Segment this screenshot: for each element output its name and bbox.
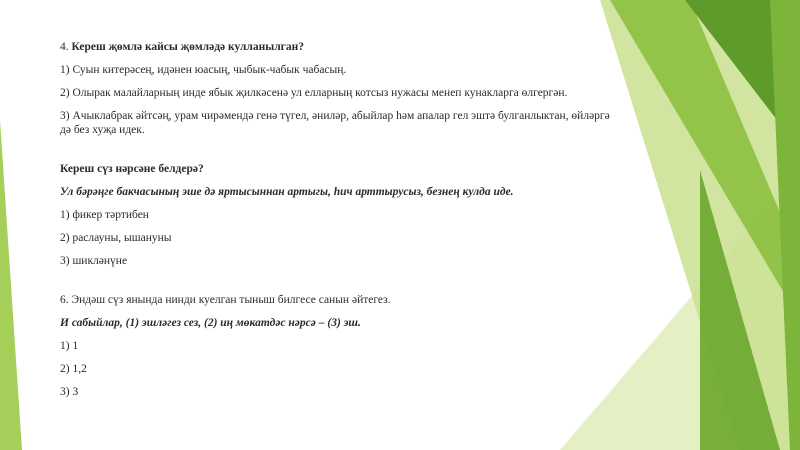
q6-option-1: 1) 1: [60, 340, 79, 352]
q5-option-2: 2) раслауны, ышануны: [60, 232, 172, 244]
q5-option-1: 1) фикер тәртибен: [60, 209, 149, 221]
slide-content: [60, 40, 610, 408]
q6-option-3: 3) 3: [60, 386, 79, 398]
q6-sentence: И сабыйлар, (1) эшләгез сез, (2) иң мөкатдәс нәрсә – (3) эш.: [60, 317, 361, 329]
q4-option-2: 2) Олырак малайларның инде ябык җилкәсенә ул елларның котсыз нужасы менеп кунакларга өлгергән.: [60, 87, 568, 99]
q5-sentence: Ул бәрәңге бакчасының эше дә яртысыннан артыгы, һич арттырусыз, безнең кулда иде.: [60, 186, 514, 198]
q4-title: 4. Кереш җөмлә кайсы җөмләдә кулланылган?: [60, 41, 304, 53]
q4-option-1: 1) Суын китерәсең, идәнен юасың, чыбык-чабык чабасың.: [60, 64, 347, 76]
q5-option-3: 3) шикләнүне: [60, 255, 128, 267]
left-accent-strip: [0, 120, 22, 450]
q4-option-3: 3) Ачыклабрак әйтсәң, урам чирәмендә генә түгел, әниләр, абыйлар һәм апалар гел эштә булганлыктан, өйләргә дә без хуҗа идек.: [60, 110, 610, 136]
q5-title: Кереш сүз нәрсәне белдерә?: [60, 163, 204, 175]
q6-option-2: 2) 1,2: [60, 363, 87, 375]
q6-title: 6. Эндәш сүз янында нинди куелган тыныш билгесе санын әйтегез.: [60, 294, 391, 306]
